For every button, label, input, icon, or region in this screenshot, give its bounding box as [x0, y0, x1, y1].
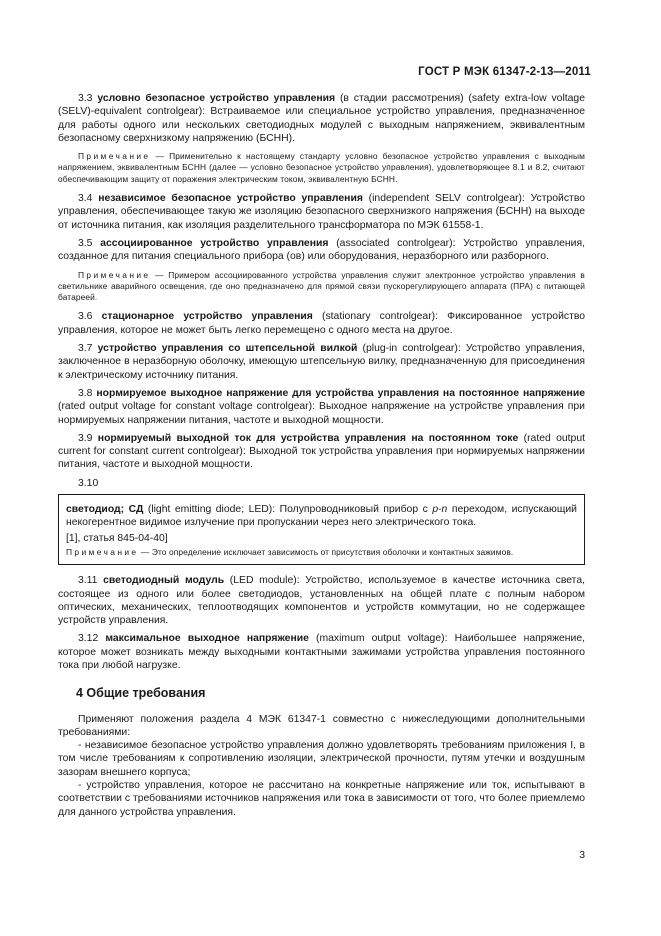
definition-3-3: 3.3 условно безопасное устройство управления (в стадии рассмотрения) (safety extra-low voltage (SELV)-equivalent controlgear): Встраиваемое или специальное устройство управления, предназначенное для работы одного или нескольких светодиодных модулей с выходным напряжением, эквивалентным безопасному сверхнизкому напряжению (БСНН).	[58, 93, 585, 144]
definition-3-5: 3.5 ассоциированное устройство управления (associated controlgear): Устройство управления, созданное для питания специального прибора (ов) или оборудования, неразборного или разборного.	[58, 237, 585, 263]
definition-3-9: 3.9 нормируемый выходной ток для устройства управления на постоянном токе (rated output current for constant current controlgear): Выходной ток устройства управления при нормируемых напряжении питания, частоте и выходной мощности.	[58, 432, 585, 471]
term: независимое безопасное устройство управления	[98, 193, 363, 205]
definition-3-4: 3.4 независимое безопасное устройство управления (independent SELV controlgear): Устройство управления, обеспечивающее такую же изоляцию безопасного сверхнизкого напряжения (БСНН) на выходе от источника питания, как изоляция разделительного трансформатора по МЭК 61558-1.	[58, 193, 585, 231]
page-number: 3	[579, 850, 585, 861]
definition-3-8: 3.8 нормируемое выходное напряжение для устройства управления на постоянное напряжение (rated output voltage for constant voltage controlgear): Выходное напряжение на устройстве управления при нормируемых напряжении питания, частоте и выходной мощности.	[58, 387, 585, 426]
term: светодиод; СД	[66, 504, 144, 516]
document-body	[58, 92, 585, 819]
note-3-5: Примечание — Примером ассоциированного устройства управления служит электронное устройство управления в светильнике аварийного освещения, где оно предназначено для прямой связи пускорегулирующего аппарата (ПРА) с питающей батареей.	[58, 269, 585, 303]
term: нормируемый выходной ток для устройства управления на постоянном токе	[97, 432, 519, 444]
section-list-item: - независимое безопасное устройство управления должно удовлетворять требованиям приложения I, в том числе требованиям к сопротивлению изоляции, электрической прочности, путям утечки и воздушным зазорам внешнего корпуса;	[58, 740, 585, 778]
section-heading: 4 Общие требования	[76, 686, 206, 701]
term: ассоциированное устройство управления	[100, 237, 329, 249]
document-header: ГОСТ Р МЭК 61347-2-13—2011	[418, 66, 591, 78]
note-3-10: Примечание — Это определение исключает зависимость от присутствия оболочки и контактных зажимов.	[66, 546, 514, 557]
reference: [1], статья 845-04-40]	[66, 532, 168, 544]
section-list-item: - устройство управления, которое не рассчитано на конкретные напряжение или ток, испытывают в соответствии с требованиями источников напряжения или тока в зависимости от того, что более приемлемо для данного устройства управления.	[58, 780, 585, 818]
note-3-3: Примечание — Применительно к настоящему стандарту условно безопасное устройство управления с выходным напряжением, эквивалентным БСНН (далее — условно безопасное устройство управления), удовлетворяющее 8.1 и 8.2, считают обеспечивающим защиту от поражения электрическим током, эквивалентную БСНН.	[58, 151, 585, 184]
definition-3-11: 3.11 светодиодный модуль (LED module): Устройство, используемое в качестве источника света, состоящее из одного или более светодиодов, установленных на общей плате с полным набором оптических, механических, теплоотводящих компонентов и устройств коммутации, но не содержащее устройств управления.	[58, 575, 585, 627]
definition-3-6: 3.6 стационарное устройство управления (stationary controlgear): Фиксированное устройство управления, которое не может быть легко перемещено с одного места на другое.	[58, 311, 586, 336]
definition-3-12: 3.12 максимальное выходное напряжение (maximum output voltage): Наибольшее напряжение, которое может возникать между выходными контактными зажимами устройства управления постоянного тока при любой нагрузке.	[58, 633, 586, 671]
term: устройство управления со штепсельной вилкой	[97, 343, 358, 355]
definition-3-7: 3.7 устройство управления со штепсельной вилкой (plug-in controlgear): Устройство управления, заключенное в неразборную оболочку, имеющую штепсельную вилку, предназначенную для присоединения к электрическому источнику питания.	[58, 343, 586, 381]
term: максимальное выходное напряжение	[105, 633, 309, 645]
term: светодиодный модуль	[103, 575, 225, 587]
term: стационарное устройство управления	[101, 311, 313, 323]
definition-3-10-number: 3.10	[78, 477, 99, 489]
definition-3-10: светодиод; СД (light emitting diode; LED): Полупроводниковый прибор с p-n переходом, испускающий некогерентное видимое излучение при пропускании через него электрического тока.	[66, 504, 577, 529]
definition-3-10-box	[58, 494, 585, 565]
section-paragraph: Применяют положения раздела 4 МЭК 61347-1 совместно с нижеследующими дополнительными требованиями:	[58, 713, 585, 738]
term: нормируемое выходное напряжение для устройства управления на постоянное напряжение	[96, 387, 585, 399]
term: условно безопасное устройство управления	[97, 93, 336, 104]
